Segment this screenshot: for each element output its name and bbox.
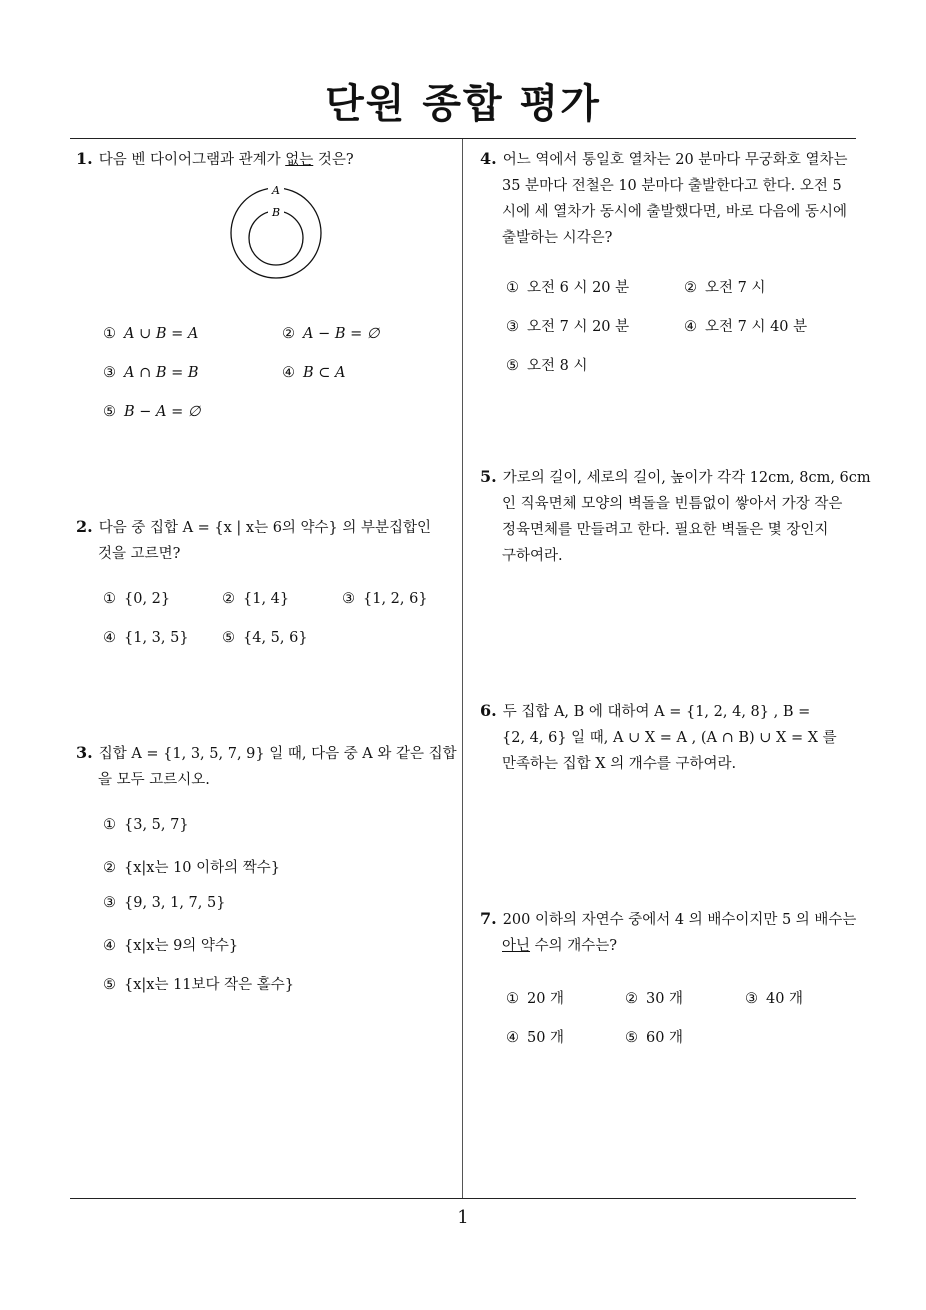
option-marker: ⑤ <box>103 977 116 993</box>
option-text: A ∩ B = B <box>124 365 199 381</box>
q3-option-2[interactable] <box>103 856 280 877</box>
emphasis-underline: 없는 <box>285 152 314 168</box>
question-stem-line4: 구하여라. <box>502 548 563 564</box>
option-marker: ① <box>506 991 519 1007</box>
option-marker: ④ <box>506 1030 519 1046</box>
option-marker: ③ <box>103 895 116 911</box>
option-text: {3, 5, 7} <box>124 817 189 833</box>
option-marker: ⑤ <box>506 358 519 374</box>
option-text: 20 개 <box>527 991 565 1007</box>
option-marker: ③ <box>506 319 519 335</box>
question-stem: 가로의 길이, 세로의 길이, 높이가 각각 12cm, 8cm, 6cm <box>502 470 871 486</box>
option-marker: ④ <box>684 319 697 335</box>
q3-option-3[interactable] <box>103 895 225 911</box>
top-rule <box>70 138 856 139</box>
option-marker: ② <box>625 991 638 1007</box>
option-text: 오전 7 시 <box>705 280 766 296</box>
q7-option-3[interactable] <box>745 987 803 1008</box>
question-stem: 200 이하의 자연수 중에서 4 의 배수이지만 5 의 배수는 <box>502 912 857 928</box>
option-marker: ② <box>684 280 697 296</box>
option-text: 오전 7 시 20 분 <box>527 319 630 335</box>
option-text: 40 개 <box>766 991 804 1007</box>
question-number: 7. <box>480 909 497 928</box>
question-stem-line2: 인 직육면체 모양의 벽돌을 빈틈없이 쌓아서 가장 작은 <box>502 496 843 512</box>
option-marker: ③ <box>103 365 116 381</box>
q3-option-5[interactable] <box>103 973 294 994</box>
venn-diagram <box>226 183 326 283</box>
q7-option-2[interactable] <box>625 987 683 1008</box>
question-stem: 두 집합 A, B 에 대하여 A = {1, 2, 4, 8} , B = <box>502 704 811 720</box>
option-marker: ① <box>103 326 116 342</box>
option-text: {1, 2, 6} <box>363 591 428 607</box>
q3-option-4[interactable] <box>103 934 238 955</box>
option-text: 오전 6 시 20 분 <box>527 280 630 296</box>
q7-option-1[interactable] <box>506 987 564 1008</box>
option-marker: ③ <box>342 591 355 607</box>
option-marker: ④ <box>103 630 116 646</box>
option-text: B − A = ∅ <box>124 404 201 420</box>
option-marker: ① <box>506 280 519 296</box>
q2-option-2[interactable] <box>222 591 289 607</box>
set-b-label: B <box>271 206 281 219</box>
question-stem-line4: 출발하는 시각은? <box>502 230 613 246</box>
q1-option-2[interactable] <box>282 326 380 342</box>
option-marker: ② <box>103 860 116 876</box>
option-text: 오전 8 시 <box>527 358 588 374</box>
option-text: {0, 2} <box>124 591 171 607</box>
q4-option-5[interactable] <box>506 354 587 375</box>
question-stem: 다음 중 집합 A = {x | x는 6의 약수} 의 부분집합인 <box>98 520 432 536</box>
question-stem: 집합 A = {1, 3, 5, 7, 9} 일 때, 다음 중 A 와 같은 집합 <box>98 746 457 762</box>
q1-option-3[interactable] <box>103 365 199 381</box>
question-stem-line3: 정육면체를 만들려고 한다. 필요한 벽돌은 몇 장인지 <box>502 522 829 538</box>
option-text: {x|x는 10 이하의 짝수} <box>124 860 281 876</box>
q7-option-4[interactable] <box>506 1026 564 1047</box>
q4-option-1[interactable] <box>506 276 629 297</box>
question-3 <box>76 740 456 793</box>
question-number: 1. <box>76 149 93 168</box>
question-number: 3. <box>76 743 93 762</box>
option-text: 60 개 <box>646 1030 684 1046</box>
option-marker: ⑤ <box>625 1030 638 1046</box>
option-marker: ⑤ <box>103 404 116 420</box>
question-stem-line2: 것을 고르면? <box>98 546 181 562</box>
option-text: 50 개 <box>527 1030 565 1046</box>
question-5 <box>480 464 871 569</box>
option-text: 30 개 <box>646 991 684 1007</box>
option-marker: ⑤ <box>222 630 235 646</box>
option-text: A − B = ∅ <box>303 326 380 342</box>
question-stem-line2: 35 분마다 전철은 10 분마다 출발한다고 한다. 오전 5 <box>502 178 842 194</box>
emphasis-underline: 아닌 <box>502 938 531 954</box>
q1-option-5[interactable] <box>103 404 201 420</box>
option-text: A ∪ B = A <box>124 326 199 342</box>
question-7 <box>480 906 858 959</box>
option-text: {x|x는 9의 약수} <box>124 938 239 954</box>
question-stem: 다음 벤 다이어그램과 관계가 <box>98 152 286 168</box>
question-number: 2. <box>76 517 93 536</box>
option-marker: ④ <box>103 938 116 954</box>
question-stem: 어느 역에서 통일호 열차는 20 분마다 무궁화호 열차는 <box>502 152 848 168</box>
question-2 <box>76 514 456 567</box>
option-marker: ④ <box>282 365 295 381</box>
option-marker: ② <box>222 591 235 607</box>
option-text: 오전 7 시 40 분 <box>705 319 808 335</box>
question-4 <box>480 146 858 251</box>
column-divider <box>462 139 463 1198</box>
option-text: B ⊂ A <box>303 365 346 381</box>
question-number: 6. <box>480 701 497 720</box>
set-b-circle <box>249 211 303 265</box>
question-number: 5. <box>480 467 497 486</box>
option-marker: ③ <box>745 991 758 1007</box>
set-a-label: A <box>272 184 280 197</box>
q2-option-4[interactable] <box>103 630 189 646</box>
q2-option-1[interactable] <box>103 591 170 607</box>
question-stem-line3: 만족하는 집합 X 의 개수를 구하여라. <box>502 756 737 772</box>
q4-option-3[interactable] <box>506 315 629 336</box>
question-1 <box>76 146 456 173</box>
question-stem-end: 것은? <box>313 152 354 168</box>
question-6 <box>480 698 858 777</box>
question-number: 4. <box>480 149 497 168</box>
option-text: {4, 5, 6} <box>243 630 308 646</box>
q4-option-2[interactable] <box>684 276 765 297</box>
q3-option-1[interactable] <box>103 817 189 833</box>
question-stem-line2: 을 모두 고르시오. <box>98 772 210 788</box>
option-marker: ① <box>103 591 116 607</box>
option-marker: ② <box>282 326 295 342</box>
q7-option-5[interactable] <box>625 1026 683 1047</box>
option-text: {1, 4} <box>243 591 290 607</box>
q1-option-4[interactable] <box>282 365 346 381</box>
q4-option-4[interactable] <box>684 315 807 336</box>
option-marker: ① <box>103 817 116 833</box>
q2-option-5[interactable] <box>222 630 308 646</box>
option-text: {x|x는 11보다 작은 홀수} <box>124 977 295 993</box>
option-text: {9, 3, 1, 7, 5} <box>124 895 226 911</box>
question-stem-line2: 수의 개수는? <box>530 938 618 954</box>
page-title: 단원 종합 평가 <box>325 81 601 127</box>
question-stem-line2: {2, 4, 6} 일 때, A ∪ X = A , (A ∩ B) ∪ X = X 를 <box>502 730 837 746</box>
bottom-rule <box>70 1198 856 1199</box>
q1-option-1[interactable] <box>103 326 198 342</box>
q2-option-3[interactable] <box>342 591 428 607</box>
page-number: 1 <box>457 1207 469 1228</box>
option-text: {1, 3, 5} <box>124 630 189 646</box>
question-stem-line3: 시에 세 열차가 동시에 출발했다면, 바로 다음에 동시에 <box>502 204 848 220</box>
